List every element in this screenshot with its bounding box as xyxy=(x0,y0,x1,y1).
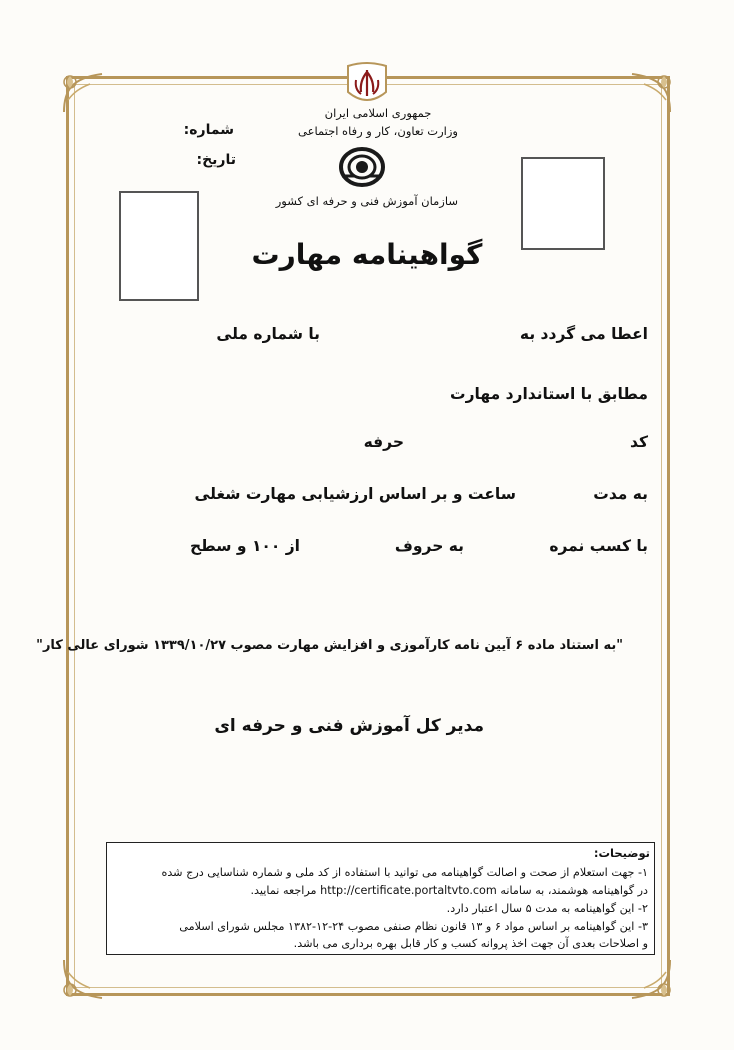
score-label: با کسب نمره xyxy=(549,537,648,555)
certificate-title: گواهینامه مهارت xyxy=(251,238,483,271)
note-line: و اصلاحات بعدی آن جهت اخذ پروانه کسب و کار قابل بهره برداری می باشد. xyxy=(293,937,648,950)
notes-box xyxy=(106,842,655,955)
national-id-label: با شماره ملی xyxy=(216,325,320,343)
duration-label: به مدت xyxy=(593,485,648,503)
hours-assessment-label: ساعت و بر اساس ارزشیابی مهارت شغلی xyxy=(194,485,516,503)
organization-text: سازمان آموزش فنی و حرفه ای کشور xyxy=(275,194,458,208)
trade-label: حرفه xyxy=(363,433,404,451)
standard-label: مطابق با استاندارد مهارت xyxy=(450,385,648,403)
note-line: ۲- این گواهینامه به مدت ۵ سال اعتبار دارد. xyxy=(446,902,648,915)
note-line: ۳- این گواهینامه بر اساس مواد ۶ و ۱۳ قانون نظام صنفی مصوب ۲۴-۱۲-۱۳۸۲ مجلس شورای اسلامی xyxy=(179,920,648,933)
code-label: کد xyxy=(630,433,648,451)
note-line: در گواهینامه هوشمند، به سامانه http://certificate.portaltvto.com مراجعه نمایید. xyxy=(250,884,648,897)
tvto-logo-icon xyxy=(338,146,386,188)
note-line: ۱- جهت استعلام از صحت و اصالت گواهینامه می توانید با استفاده از کد ملی و شماره شناسایی درج شده xyxy=(161,866,648,879)
out-of-100-level-label: از ۱۰۰ و سطح xyxy=(190,537,300,555)
corner-ornament-icon xyxy=(60,70,106,116)
corner-ornament-icon xyxy=(628,956,674,1002)
republic-text: جمهوری اسلامی ایران xyxy=(324,106,432,120)
in-words-label: به حروف xyxy=(394,537,464,555)
corner-ornament-icon xyxy=(628,70,674,116)
signatory-title: مدیر کل آموزش فنی و حرفه ای xyxy=(214,716,484,736)
iran-emblem-icon xyxy=(342,62,392,108)
notes-heading: توضیحات: xyxy=(593,846,650,860)
granted-to-label: اعطا می گردد به xyxy=(519,325,648,343)
corner-ornament-icon xyxy=(60,956,106,1002)
date-label: تاریخ: xyxy=(196,152,236,168)
regulation-text: "به استناد ماده ۶ آیین نامه کارآموزی و افزایش مهارت مصوب ۱۳۳۹/۱۰/۲۷ شورای عالی کار" xyxy=(36,638,623,653)
photo-placeholder xyxy=(521,157,605,250)
ministry-text: وزارت تعاون، کار و رفاه اجتماعی xyxy=(298,124,458,138)
photo-placeholder xyxy=(119,191,199,301)
number-label: شماره: xyxy=(183,122,234,138)
